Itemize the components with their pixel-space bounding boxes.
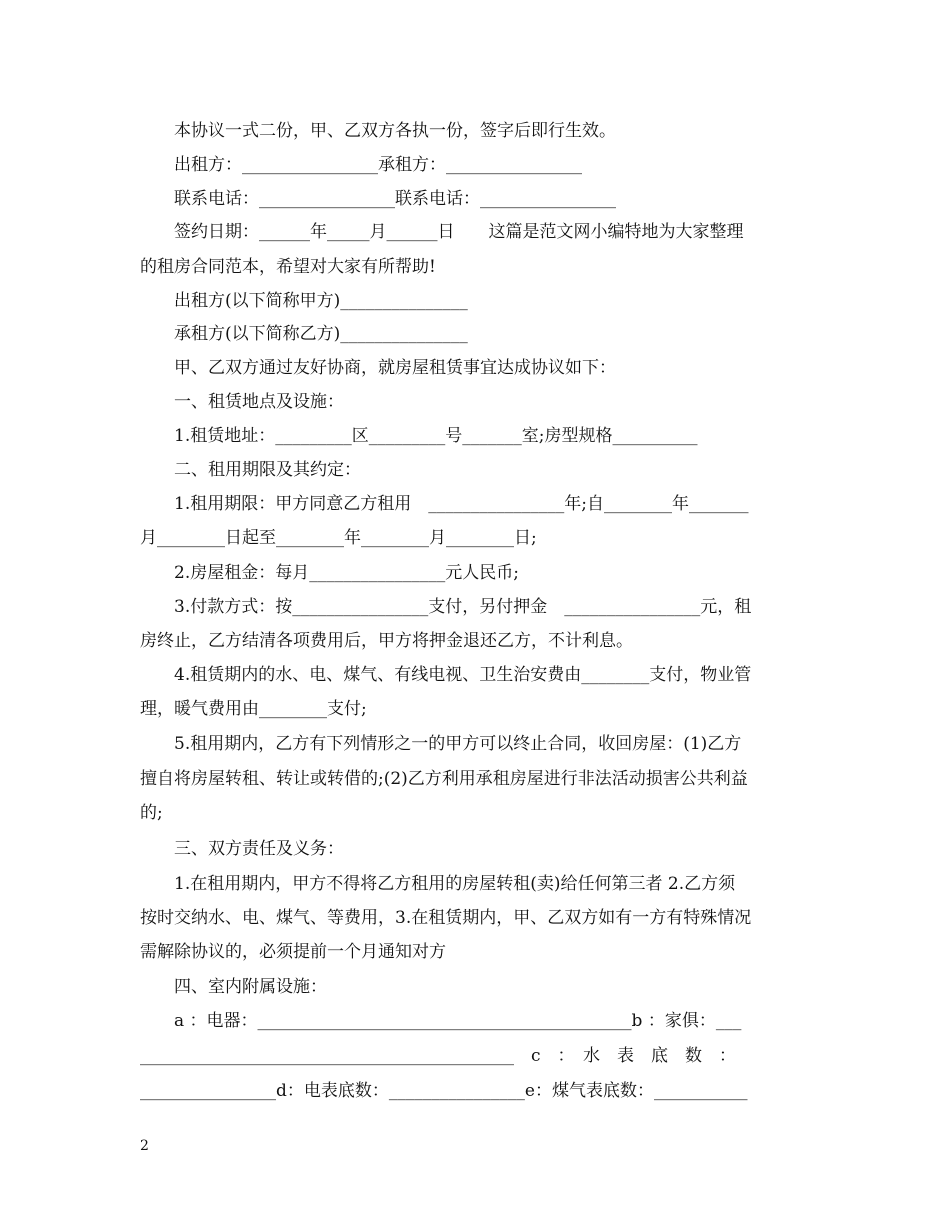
text-line: a ：电器：____________________________________________b ：家俱：___ (174, 1011, 742, 1031)
text-line: ________________d：电表底数：________________e：煤气表底数：___________ (140, 1081, 748, 1101)
text-line: 承租方(以下简称乙方)_______________ (174, 324, 468, 344)
text-line: 签约日期：______年_____月______日 这篇是范文网小编特地为大家整理 (174, 222, 744, 242)
text-line: 本协议一式二份，甲、乙双方各执一份，签字后即行生效。 (174, 121, 616, 141)
text-line: 出租方(以下简称甲方)_______________ (174, 291, 468, 311)
text-line: 联系电话：________________联系电话：________________ (174, 189, 616, 209)
text-line: 4.租赁期内的水、电、煤气、有线电视、卫生治安费由________支付，物业管 (174, 665, 752, 685)
section-heading: 一、租赁地点及设施： (174, 392, 344, 412)
text-line: ____________________________________________ c ： 水 表 底 数 ： (140, 1046, 737, 1066)
text-line: 月________日起至________年________月________日; (140, 528, 537, 548)
text-line: 出租方：________________承租方：________________ (174, 155, 582, 175)
text-line: 需解除协议的，必须提前一个月通知对方 (140, 942, 446, 962)
text-line: 5.租用期内，乙方有下列情形之一的甲方可以终止合同，收回房屋：(1)乙方 (174, 734, 742, 754)
section-heading: 四、室内附属设施： (174, 977, 327, 997)
text-line: 甲、乙双方通过友好协商，就房屋租赁事宜达成协议如下： (174, 358, 616, 378)
text-line: 房终止，乙方结清各项费用后，甲方将押金退还乙方，不计利息。 (140, 631, 633, 651)
text-line: 1.租用期限：甲方同意乙方租用 ________________年;自________年_______ (174, 494, 749, 514)
text-line: 1.在租用期内，甲方不得将乙方租用的房屋转租(卖)给任何第三者 2.乙方须 (174, 874, 736, 894)
text-line: 的; (140, 803, 163, 823)
section-heading: 三、双方责任及义务： (174, 839, 344, 859)
text-line: 的租房合同范本，希望对大家有所帮助! (140, 257, 436, 277)
text-line: 理，暖气费用由________支付; (140, 699, 367, 719)
section-heading: 二、租用期限及其约定： (174, 460, 361, 480)
text-line: 擅自将房屋转租、转让或转借的;(2)乙方利用承租房屋进行非法活动损害公共利益 (140, 769, 748, 789)
page-number: 2 (140, 1138, 149, 1154)
text-line: 1.租赁地址：_________区_________号_______室;房型规格__________ (174, 426, 698, 446)
text-line: 按时交纳水、电、煤气、等费用，3.在租赁期内，甲、乙双方如有一方有特殊情况 (140, 908, 752, 928)
text-line: 3.付款方式：按________________支付，另付押金 ________________元，租 (174, 597, 752, 617)
text-line: 2.房屋租金：每月________________元人民币; (174, 563, 519, 583)
